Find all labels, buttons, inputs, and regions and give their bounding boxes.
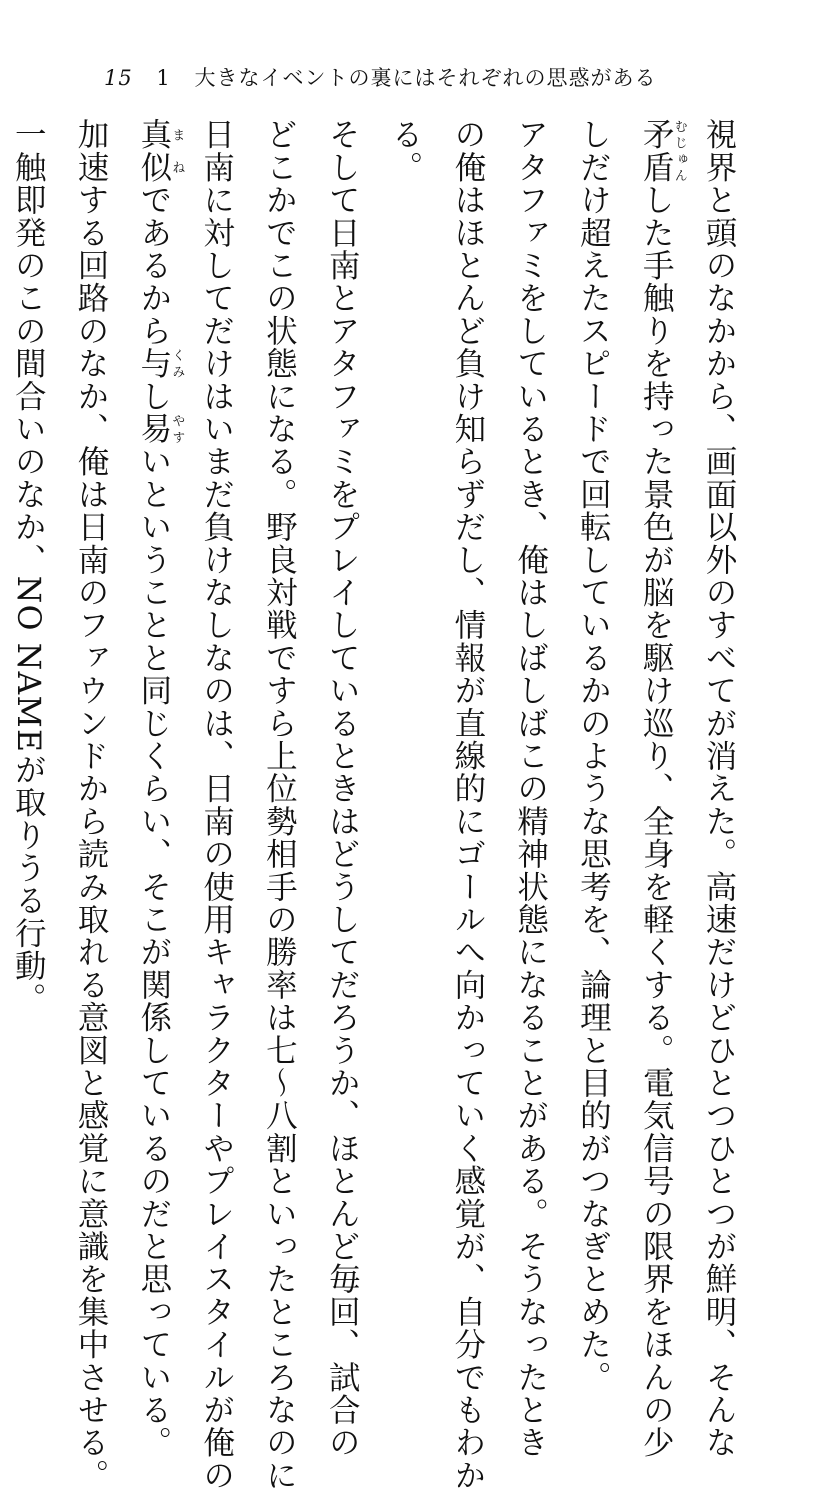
text-line: どこかでこの状態になる。野良対戦ですら上位勢相手の勝率は七〜八割といったところなのに bbox=[261, 118, 298, 1491]
text-line: 加速する回路のなか、俺は日南のファウンドから読み取れる意図と感覚に意識を集中させる。 bbox=[73, 118, 110, 1491]
running-head bbox=[104, 62, 672, 92]
text-line: 矛盾むじゅんした手触りを持った景色が脳を駆け巡り、全身を軽くする。電気信号の限界をほんの少 bbox=[638, 118, 687, 1459]
text-line: の俺はほとんど負け知らずだし、情報が直線的にゴールへ向かっていく感覚が、自分でもわか bbox=[449, 118, 486, 1491]
text-line: る。 bbox=[387, 118, 424, 184]
text-line: そして日南とアタファミをプレイしているときはどうしてだろうか、ほとんど毎回、試合の bbox=[324, 118, 361, 1459]
text-line: 日南に対してだけはいまだ負けなしなのは、日南の使用キャラクターやプレイスタイルが俺の bbox=[198, 118, 235, 1491]
chapter-title: 大きなイベントの裏にはそれぞれの思惑がある bbox=[194, 66, 657, 90]
text-line: 一触即発のこの間合いのなか、NO NAMEが取りうる行動。 bbox=[10, 118, 47, 1015]
ruby-annotation: 与くみ bbox=[135, 346, 185, 380]
body-text bbox=[0, 118, 750, 1491]
ruby-annotation: 易やす bbox=[135, 412, 185, 446]
ruby-annotation: 真似まね bbox=[135, 118, 185, 184]
page-number: 15 bbox=[104, 66, 133, 90]
text-line: しだけ超えたスピードで回転しているかのような思考を、論理と目的がつなぎとめた。 bbox=[575, 118, 612, 1394]
text-line: 視界と頭のなかから、画面以外のすべてが消えた。高速だけどひとつひとつが鮮明、そんな bbox=[701, 118, 737, 1459]
ruby-annotation: 矛盾むじゅん bbox=[638, 118, 687, 184]
text-line: アタファミをしているとき、俺はしばしばこの精神状態になることがある。そうなったとき bbox=[512, 118, 549, 1459]
chapter-number: 1 bbox=[156, 66, 171, 90]
text-line: 真似まねであるから与くみし易やすいということと同じくらい、そこが関係しているのだと思っている。 bbox=[135, 118, 185, 1459]
